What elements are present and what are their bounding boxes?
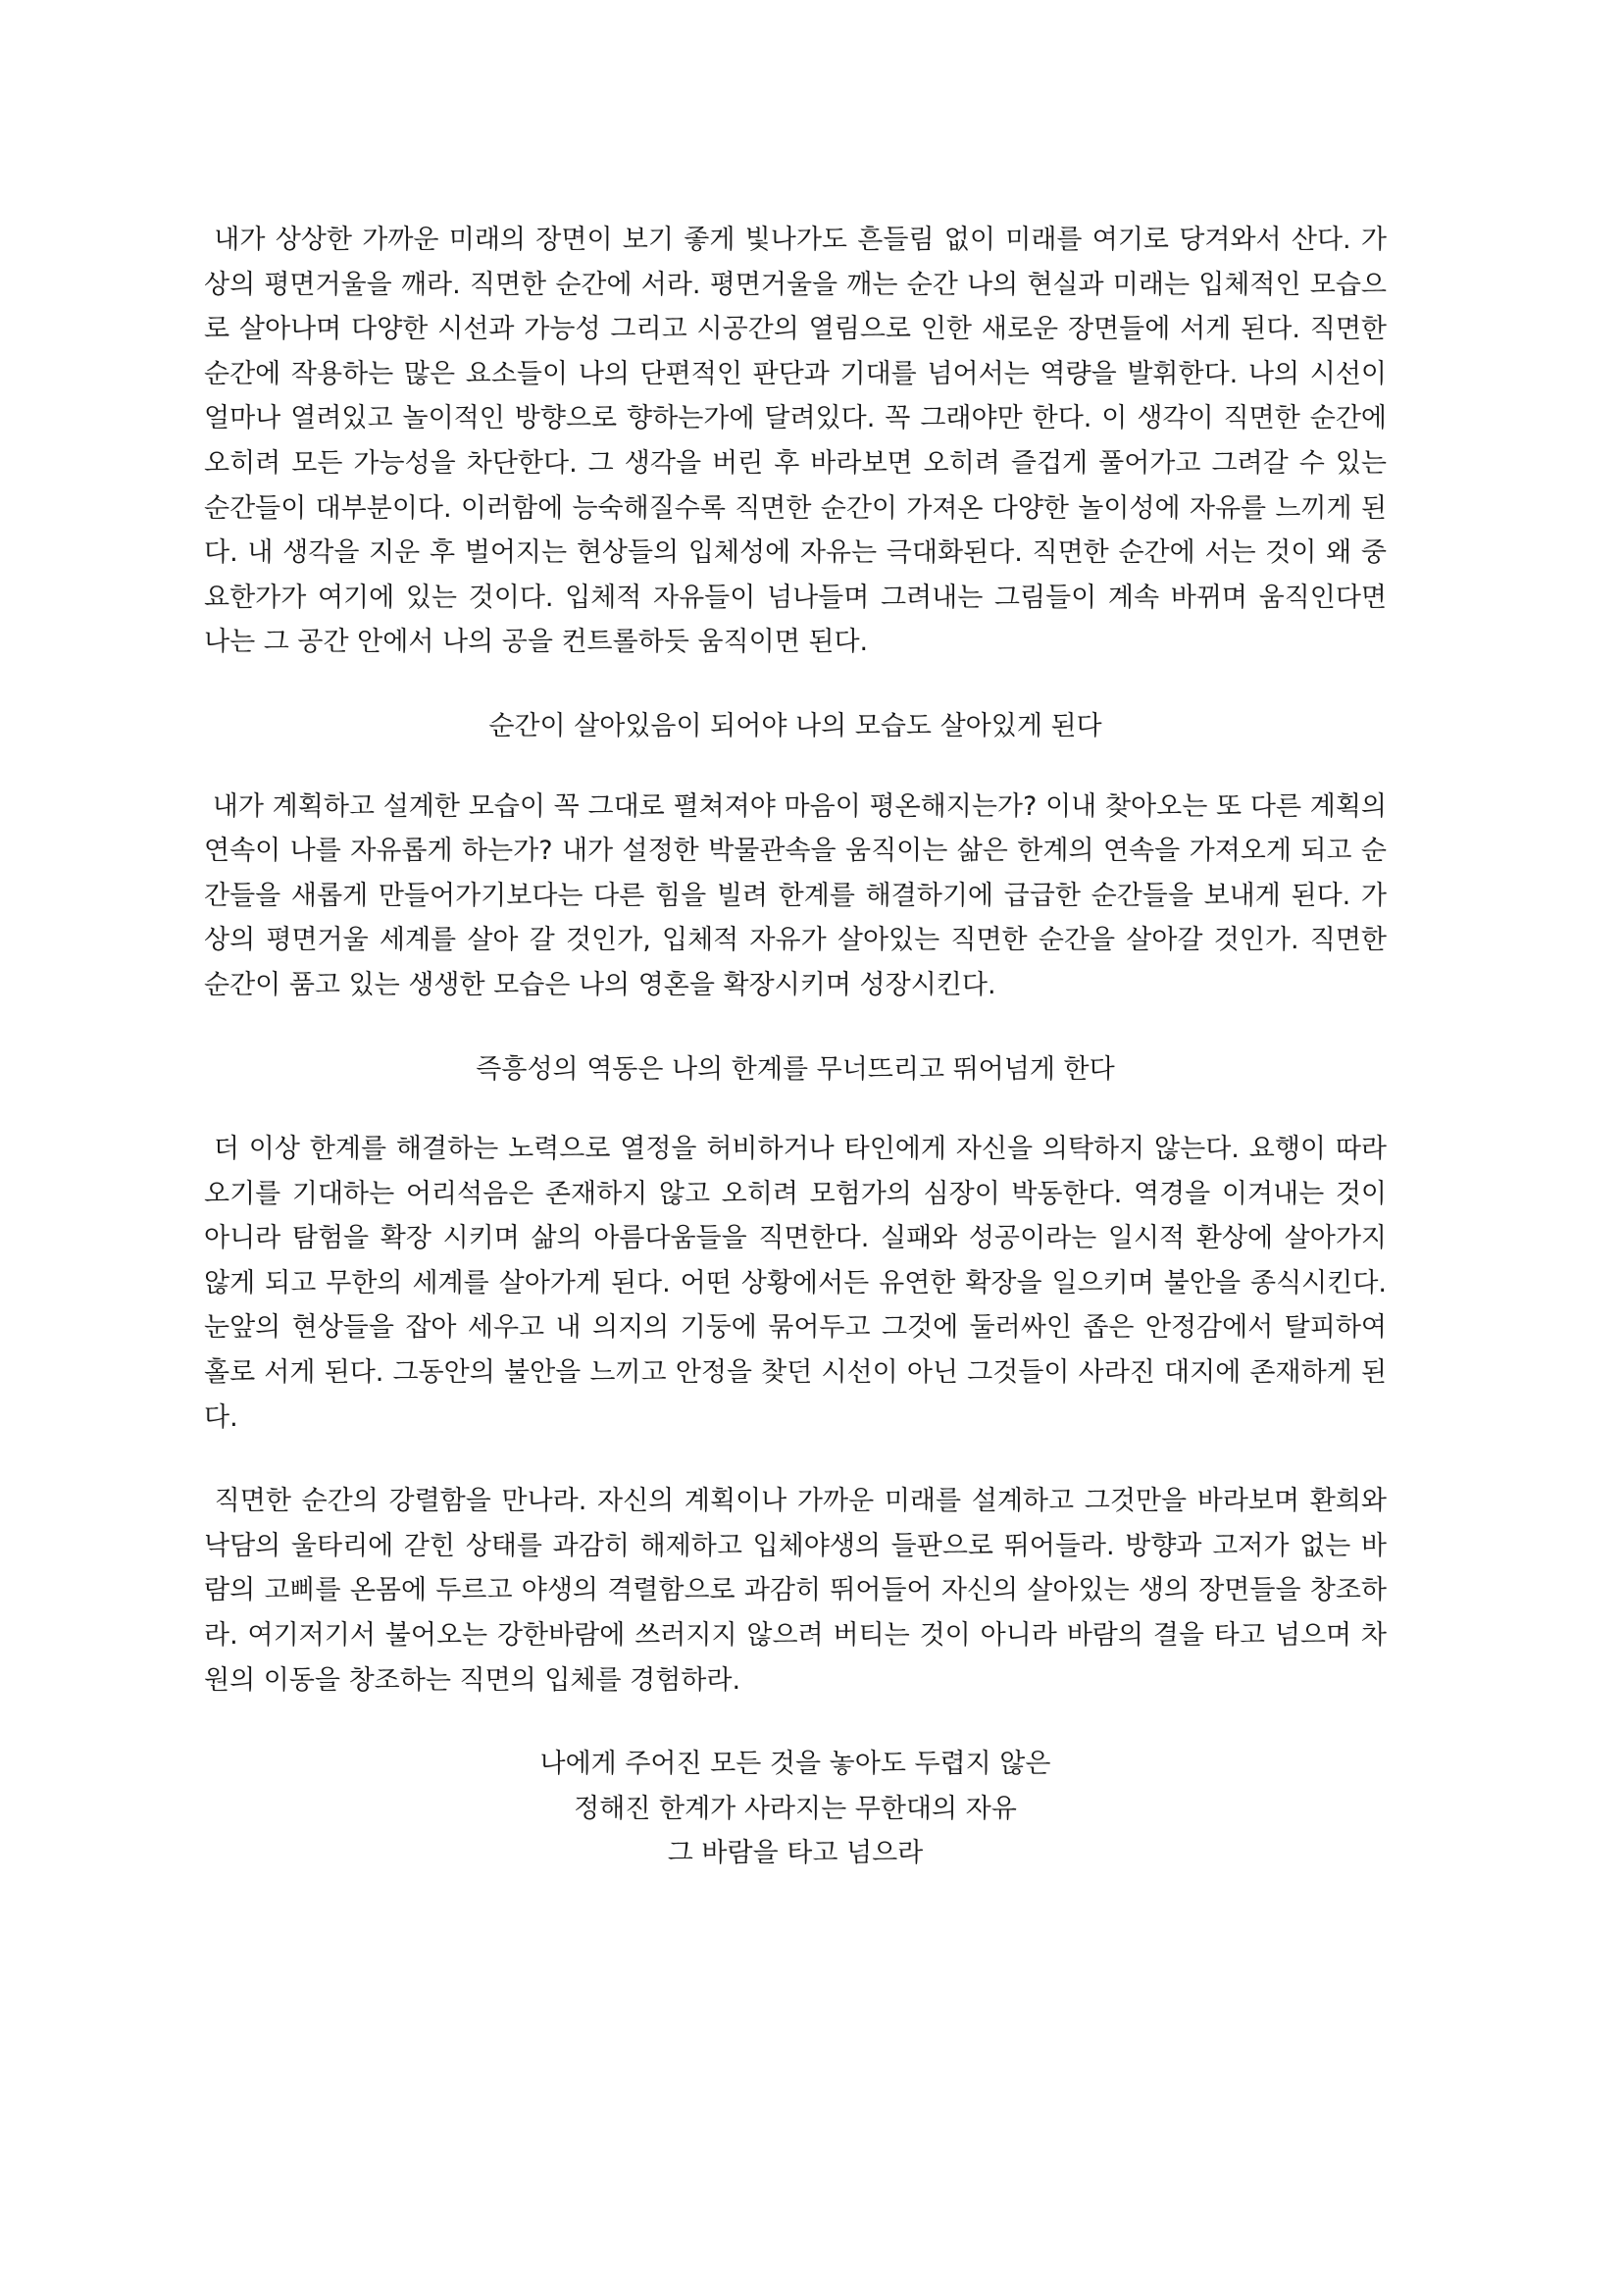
poem-line-2: 정해진 한계가 사라지는 무한대의 자유 <box>574 1793 1017 1824</box>
paragraph-1: 내가 상상한 가까운 미래의 장면이 보기 좋게 빛나가도 흔들림 없이 미래를 여기로 당겨와서 산다. 가상의 평면거울을 깨라. 직면한 순간에 서라. 평면거울을 깨는 순간 나의 현실과 미래는 입체적인 모습으로 살아나며 다양한 시선과 가능성 그리고 시공간의 열림으로 인한 새로운 장면들에 서게 된다. 직면한 순간에 작용하는 많은 요소들이 나의 단편적인 판단과 기대를 넘어서는 역량을 발휘한다. 나의 시선이 얼마나 열려있고 놀이적인 방향으로 향하는가에 달려있다. 꼭 그래야만 한다. 이 생각이 직면한 순간에 오히려 모든 가능성을 차단한다. 그 생각을 버린 후 바라보면 오히려 즐겁게 풀어가고 그려갈 수 있는 순간들이 대부분이다. 이러함에 능숙해질수록 직면한 순간이 가져온 다양한 놀이성에 자유를 느끼게 된다. 내 생각을 지운 후 벌어지는 현상들의 입체성에 자유는 극대화된다. 직면한 순간에 서는 것이 왜 중요한가가 여기에 있는 것이다. 입체적 자유들이 넘나들며 그려내는 그림들이 계속 바뀌며 움직인다면 나는 그 공간 안에서 나의 공을 컨트롤하듯 움직이면 된다. <box>204 225 1396 658</box>
spacer <box>204 749 1387 785</box>
section-heading-2: 즉흥성의 역동은 나의 한계를 무너뜨리고 뛰어넘게 한다 <box>476 1053 1115 1085</box>
paragraph-3: 더 이상 한계를 해결하는 노력으로 열정을 허비하거나 타인에게 자신을 의탁하지 않는다. 요행이 따라 오기를 기대하는 어리석음은 존재하지 않고 오히려 모험가의 심장이 박동한다. 역경을 이겨내는 것이 아니라 탐험을 확장 시키며 삶의 아름다움들을 직면한다. 실패와 성공이라는 일시적 환상에 살아가지 않게 되고 무한의 세계를 살아가게 된다. 어떤 상황에서든 유연한 확장을 일으키며 불안을 종식시킨다. 눈앞의 현상들을 잡아 세우고 내 의지의 기둥에 묶어두고 그것에 둘러싸인 좁은 안정감에서 탈피하여 홀로 서게 된다. 그동안의 불안을 느끼고 안정을 찾던 시선이 아닌 그것들이 사라진 대지에 존재하게 된다. <box>204 1134 1396 1433</box>
paragraph-4: 직면한 순간의 강렬함을 만나라. 자신의 계획이나 가까운 미래를 설계하고 그것만을 바라보며 환희와 낙담의 울타리에 갇힌 상태를 과감히 해제하고 입체야생의 들판으로 뛰어들라. 방향과 고저가 없는 바람의 고삐를 온몸에 두르고 야생의 격렬함으로 과감히 뛰어들어 자신의 살아있는 생의 장면들을 창조하라. 여기저기서 불어오는 강한바람에 쓰러지지 않으려 버티는 것이 아니라 바람의 결을 타고 넘으며 차원의 이동을 창조하는 직면의 입체를 경험하라. <box>204 1486 1396 1696</box>
paragraph-2: 내가 계획하고 설계한 모습이 꼭 그대로 펼쳐져야 마음이 평온해지는가? 이내 찾아오는 또 다른 계획의 연속이 나를 자유롭게 하는가? 내가 설정한 박물관속을 움직이는 삶은 한계의 연속을 가져오게 되고 순간들을 새롭게 만들어가기보다는 다른 힘을 빌려 한계를 해결하기에 급급한 순간들을 보내게 된다. 가상의 평면거울 세계를 살아 갈 것인가, 입체적 자유가 살아있는 직면한 순간을 살아갈 것인가. 직면한 순간이 품고 있는 생생한 모습은 나의 영혼을 확장시키며 성장시킨다. <box>204 790 1396 1000</box>
section-heading-1: 순간이 살아있음이 되어야 나의 모습도 살아있게 된다 <box>488 710 1102 741</box>
closing-poem <box>204 1742 1387 1876</box>
spacer <box>204 665 1387 704</box>
poem-line-3: 그 바람을 타고 넘으라 <box>667 1838 924 1869</box>
document-body <box>204 218 1396 1876</box>
spacer <box>204 1008 1387 1047</box>
spacer <box>204 1703 1387 1742</box>
poem-line-1: 나에게 주어진 모든 것을 놓아도 두렵지 않은 <box>539 1749 1051 1780</box>
spacer <box>204 1440 1387 1479</box>
spacer <box>204 1092 1387 1127</box>
